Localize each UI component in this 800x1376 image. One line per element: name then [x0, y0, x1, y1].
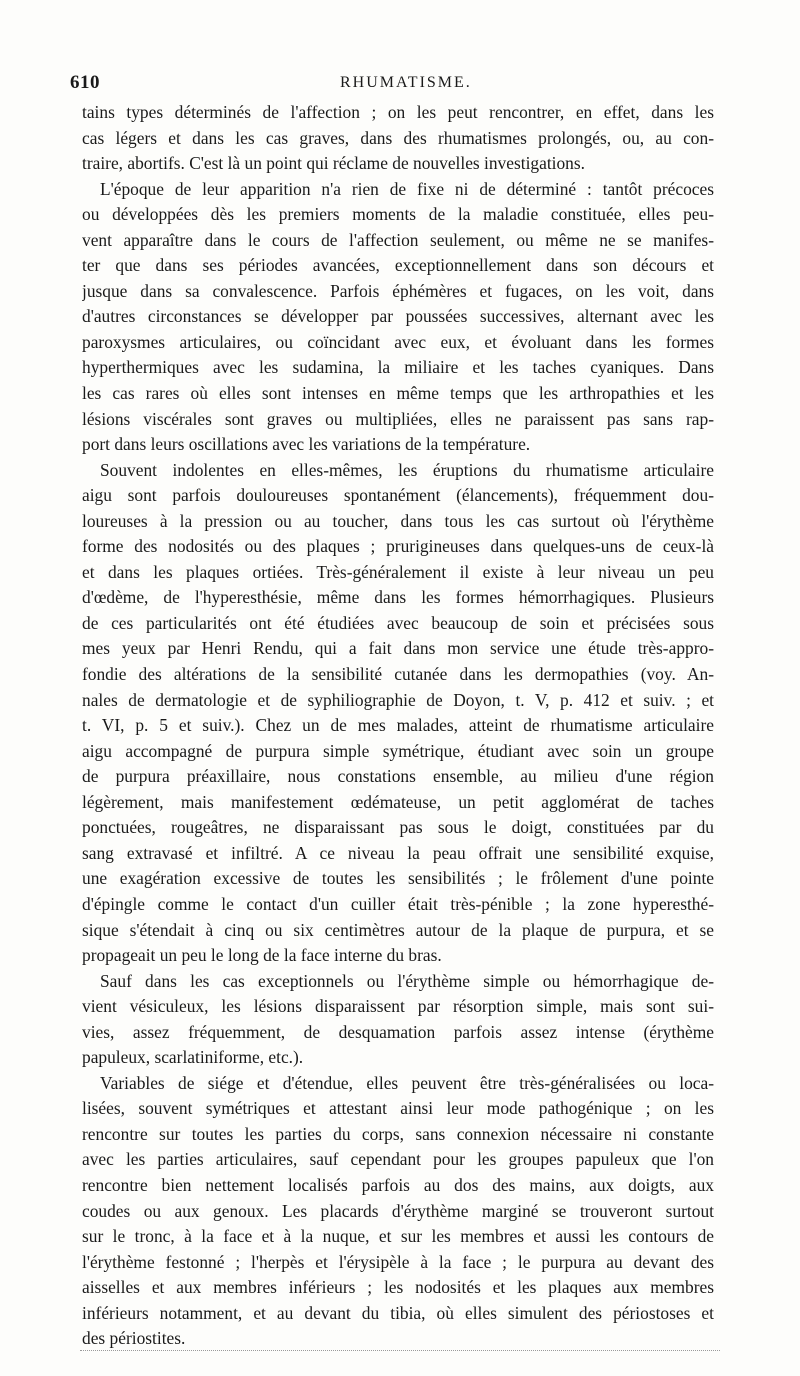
- text-line: aigu accompagné de purpura simple symétrique, étudiant avec soin un groupe: [82, 740, 714, 761]
- text-line: jusque dans sa convalescence. Parfois éphémères et fugaces, on les voit, dans: [82, 280, 714, 301]
- text-line: les cas rares où elles sont intenses en même temps que les arthropathies et les: [82, 383, 714, 404]
- text-line: légèrement, mais manifestement œdémateuse, un petit agglomérat de taches: [82, 791, 714, 812]
- page-number: 610: [70, 72, 100, 93]
- text-line: sur le tronc, à la face et à la nuque, et sur les membres et aussi les contours de: [82, 1226, 714, 1247]
- text-line: inférieurs notamment, et au devant du tibia, où elles simulent des périostoses et: [82, 1302, 714, 1323]
- text-line: paroxysmes articulaires, ou coïncidant avec eux, et évoluant dans les formes: [82, 331, 714, 352]
- text-line: avec les parties articulaires, sauf cependant pour les groupes papuleux que l'on: [82, 1149, 714, 1170]
- text-line: port dans leurs oscillations avec les variations de la température.: [82, 434, 531, 455]
- text-line: rencontre sur toutes les parties du corps, sans connexion nécessaire ni constante: [82, 1123, 714, 1144]
- text-line: aisselles et aux membres inférieurs ; les nodosités et les plaques aux membres: [82, 1277, 714, 1298]
- text-line: l'érythème festonné ; l'herpès et l'érysipèle à la face ; le purpura au devant des: [82, 1251, 714, 1272]
- text-line: mes yeux par Henri Rendu, qui a fait dans mon service une étude très-appro-: [82, 638, 714, 659]
- text-line: lisées, souvent symétriques et attestant ainsi leur mode pathogénique ; on les: [82, 1098, 714, 1119]
- text-line: d'autres circonstances se développer par poussées successives, alternant avec les: [82, 306, 714, 327]
- text-line: une exagération excessive de toutes les sensibilités ; le frôlement d'une pointe: [82, 868, 714, 889]
- text-line: coudes ou aux genoux. Les placards d'érythème marginé se trouveront surtout: [82, 1200, 714, 1221]
- text-line: sique s'étendait à cinq ou six centimètres autour de la plaque de purpura, et se: [82, 919, 714, 940]
- text-line: ter que dans ses périodes avancées, exceptionnellement dans son décours et: [82, 255, 714, 276]
- footer-rule: [80, 1350, 720, 1351]
- running-head: RHUMATISME.: [340, 74, 472, 91]
- text-line: nales de dermatologie et de syphiliographie de Doyon, t. V, p. 412 et suiv. ; et: [82, 689, 714, 710]
- text-line: aigu sont parfois douloureuses spontanément (élancements), fréquemment dou-: [82, 485, 714, 506]
- text-line: L'époque de leur apparition n'a rien de fixe ni de déterminé : tantôt précoces: [100, 178, 714, 199]
- page-header: [70, 72, 710, 96]
- text-line: Sauf dans les cas exceptionnels ou l'érythème simple ou hémorrhagique de-: [100, 970, 714, 991]
- text-line: vies, assez fréquemment, de desquamation parfois assez intense (érythème: [82, 1021, 714, 1042]
- body-text: [82, 100, 714, 1352]
- text-line: hyperthermiques avec les sudamina, la miliaire et les taches cyaniques. Dans: [82, 357, 714, 378]
- text-line: ou développées dès les premiers moments de la maladie constituée, elles peu-: [82, 204, 714, 225]
- text-line: t. VI, p. 5 et suiv.). Chez un de mes malades, atteint de rhumatisme articulaire: [82, 715, 714, 736]
- text-line: Variables de siége et d'étendue, elles peuvent être très-généralisées ou loca-: [100, 1072, 714, 1093]
- text-line: des périostites.: [82, 1328, 186, 1349]
- text-line: vient vésiculeux, les lésions disparaissent par résorption simple, mais sont sui-: [82, 996, 714, 1017]
- text-line: propageait un peu le long de la face interne du bras.: [82, 945, 442, 966]
- text-line: tains types déterminés de l'affection ; on les peut rencontrer, en effet, dans les: [82, 102, 714, 122]
- text-line: d'épingle comme le contact d'un cuiller était très-pénible ; la zone hyperesthé-: [82, 893, 714, 914]
- text-line: papuleux, scarlatiniforme, etc.).: [82, 1047, 304, 1068]
- text-line: forme des nodosités ou des plaques ; prurigineuses dans quelques-uns de ceux-là: [82, 536, 714, 557]
- text-line: vent apparaître dans le cours de l'affection seulement, ou même ne se manifes-: [82, 229, 714, 250]
- text-line: ponctuées, rougeâtres, ne disparaissant pas sous le doigt, constituées par du: [82, 817, 714, 838]
- text-line: fondie des altérations de la sensibilité cutanée dans les dermopathies (voy. An-: [82, 664, 714, 685]
- text-line: lésions viscérales sont graves ou multipliées, elles ne paraissent pas sans rap-: [82, 408, 714, 429]
- text-line: rencontre bien nettement localisés parfois au dos des mains, aux doigts, aux: [82, 1174, 714, 1195]
- text-line: d'œdème, de l'hyperesthésie, même dans les formes hémorrhagiques. Plusieurs: [82, 587, 714, 608]
- text-line: cas légers et dans les cas graves, dans des rhumatismes prolongés, ou, au con-: [82, 127, 714, 148]
- text-line: sang extravasé et infiltré. A ce niveau la peau offrait une sensibilité exquise,: [82, 842, 714, 863]
- text-line: loureuses à la pression ou au toucher, dans tous les cas surtout où l'érythème: [82, 510, 714, 531]
- text-line: Souvent indolentes en elles-mêmes, les éruptions du rhumatisme articulaire: [100, 459, 714, 480]
- text-line: de ces particularités ont été étudiées avec beaucoup de soin et précisées sous: [82, 612, 714, 633]
- text-line: de purpura préaxillaire, nous constations ensemble, au milieu d'une région: [82, 766, 714, 787]
- text-line: traire, abortifs. C'est là un point qui réclame de nouvelles investigations.: [82, 153, 585, 174]
- text-line: et dans les plaques ortiées. Très-généralement il existe à leur niveau un peu: [82, 561, 714, 582]
